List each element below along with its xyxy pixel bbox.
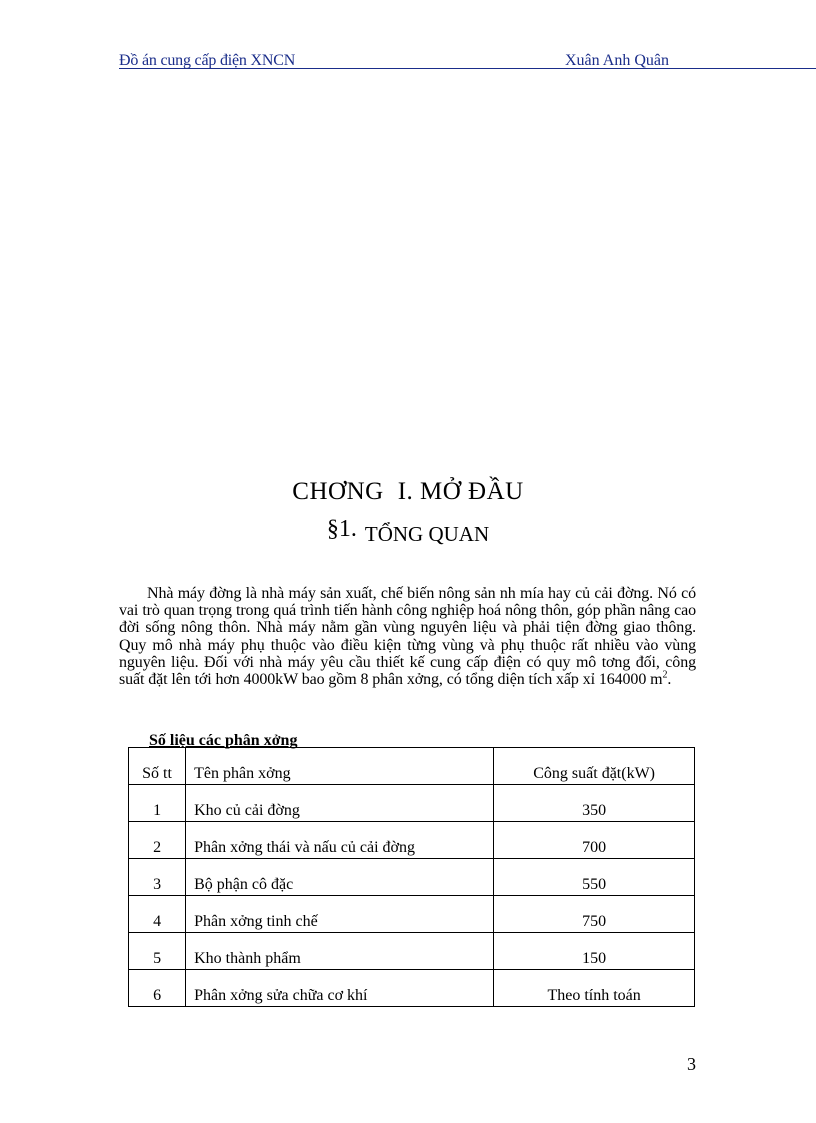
area-unit-superscript: 2	[662, 669, 668, 681]
paragraph-end: .	[667, 671, 672, 689]
table-header-row	[129, 748, 695, 785]
section-title	[0, 516, 816, 548]
row-name: Kho củ cải đờng	[186, 785, 494, 822]
table-row	[129, 859, 695, 896]
workshop-table	[128, 747, 695, 1007]
row-name: Kho thành phẩm	[186, 933, 494, 970]
row-no: 6	[129, 970, 186, 1007]
header-rule	[119, 68, 816, 69]
row-power: 350	[494, 785, 695, 822]
section-number: §1.	[326, 516, 357, 542]
row-name: Phân xởng thái và nấu củ cải đờng	[186, 822, 494, 859]
chapter-name: I. MỞ ĐẦU	[397, 478, 524, 505]
table-row	[129, 785, 695, 822]
chapter-title	[0, 478, 816, 506]
row-no: 4	[129, 896, 186, 933]
row-power: 700	[494, 822, 695, 859]
header-author: Xuân Anh Quân	[565, 52, 669, 69]
page-number: 3	[687, 1054, 696, 1074]
row-no: 5	[129, 933, 186, 970]
table-row	[129, 822, 695, 859]
page-header	[119, 50, 816, 70]
header-document-title: Đồ án cung cấp điện XNCN	[119, 52, 296, 69]
table-row	[129, 896, 695, 933]
header-no: Số tt	[129, 748, 186, 785]
row-power: 150	[494, 933, 695, 970]
row-no: 3	[129, 859, 186, 896]
row-power: Theo tính toán	[494, 970, 695, 1007]
row-name: Phân xởng sửa chữa cơ khí	[186, 970, 494, 1007]
intro-paragraph	[119, 585, 696, 688]
row-no: 1	[129, 785, 186, 822]
row-no: 2	[129, 822, 186, 859]
table-caption: Số liệu các phân xởng	[149, 732, 298, 749]
section-name: TỔNG QUAN	[364, 522, 490, 546]
header-name: Tên phân xởng	[186, 748, 494, 785]
row-power: 550	[494, 859, 695, 896]
row-name: Bộ phận cô đặc	[186, 859, 494, 896]
header-power: Công suất đặt(kW)	[494, 748, 695, 785]
table-row	[129, 933, 695, 970]
table-row	[129, 970, 695, 1007]
row-name: Phân xởng tinh chế	[186, 896, 494, 933]
paragraph-text: Nhà máy đờng là nhà máy sản xuất, chế biến nông sản nh mía hay củ cải đờng. Nó có vai trò quan trọng trong quá trình tiến hành công nghiệp hoá nông thôn, góp phần nâng cao đời sống nông thôn. Nhà máy nằm gần vùng nguyên liệu và phải tiện đờng giao thông. Quy mô nhà máy phụ thuộc vào điều kiện từng vùng và phụ thuộc rất nhiều vào vùng nguyên liệu. Đối với nhà máy yêu cầu thiết kế cung cấp điện có quy mô tơng đối, công suất đặt lên tới hơn 4000kW bao gồm 8 phân xởng, có tổng diện tích xấp xỉ 164000 m	[119, 585, 696, 689]
chapter-word: CHƠNG	[292, 478, 384, 505]
row-power: 750	[494, 896, 695, 933]
